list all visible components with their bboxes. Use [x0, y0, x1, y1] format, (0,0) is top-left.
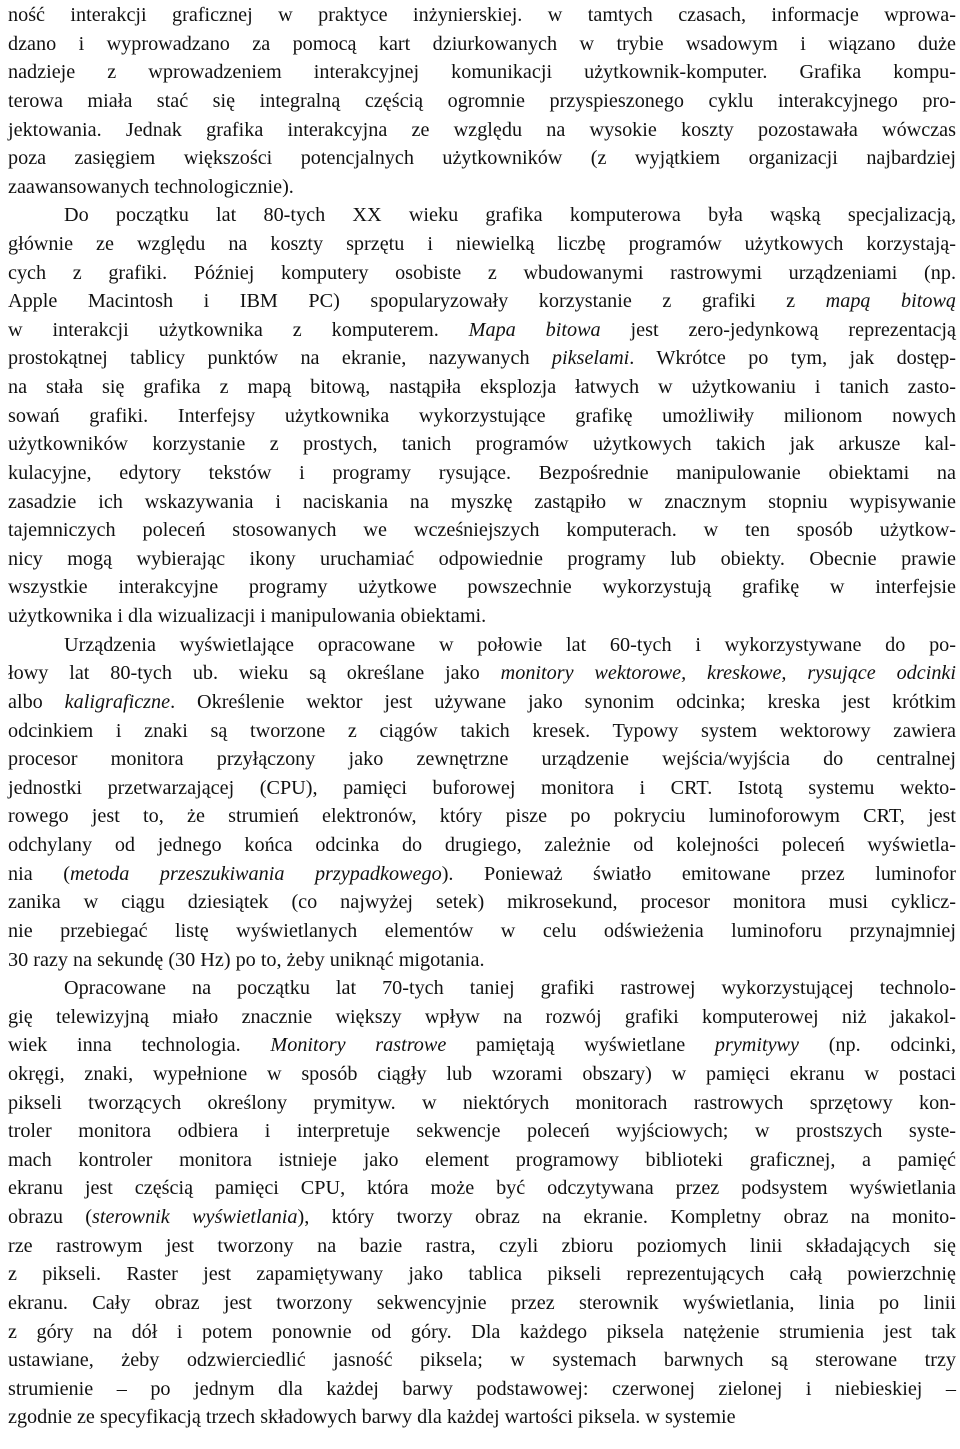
text-line [8, 143, 956, 173]
text-run: 30 razy na sekundę (30 Hz) po to, żeby uniknąć migotania. [8, 948, 485, 971]
text-line [8, 859, 956, 889]
text-run: odchylany od jednego końca odcinka do drugiego, zależnie od kolejności poleceń wyświetla- [8, 834, 956, 856]
text-line [8, 658, 956, 688]
text-line [8, 887, 956, 917]
text-line [8, 343, 956, 373]
text-line [8, 401, 956, 431]
text-line [8, 916, 956, 946]
text-run: głównie ze względu na koszty sprzętu i niewielką liczbę programów użytkowych korzystają- [8, 233, 956, 255]
text-line [8, 315, 956, 345]
text-run: z pikseli. Raster jest zapamiętywany jako tablica pikseli reprezentujących całą powierzchnię [8, 1263, 956, 1286]
text-run: zanika w ciągu dziesiątek (co najwyżej setek) mikrosekund, procesor monitora musi cyklicz- [8, 891, 956, 914]
text-line [8, 458, 956, 488]
text-line [8, 1059, 956, 1089]
text-line [8, 57, 956, 87]
text-run: albo [8, 690, 65, 713]
italic-term: Mapa bitowa [468, 318, 601, 341]
text-line [64, 630, 956, 660]
text-line [8, 1030, 956, 1060]
text-run: zgodnie ze specyfikacją trzech składowych barwy dla każdej wartości piksela. w systemie [8, 1406, 736, 1429]
text-run: mach kontroler monitora istnieje jako element programowy biblioteki graficznej, a pamięć [8, 1148, 956, 1171]
text-run: Do początku lat 80-tych XX wieku grafika komputerowa była wąską specjalizacją, [64, 204, 956, 227]
text-line [8, 1317, 956, 1347]
text-run: gię telewizyjną miało znacznie większy wpływ na rozwój grafiki komputerowej niż jakakol- [8, 1005, 956, 1028]
text-line [8, 801, 956, 831]
text-run: użytkowników korzystanie z prostych, tanich programów użytkowych takich jak arkusze kal- [8, 433, 956, 456]
text-line [64, 200, 956, 230]
text-line [8, 1116, 956, 1146]
text-run: rze rastrowym jest tworzony na bazie rastra, czyli zbioru poziomych linii składających się [8, 1234, 956, 1257]
text-line [8, 515, 956, 545]
text-run: z góry na dół i potem ponownie od góry. Dla każdego piksela natężenie strumienia jest tak [8, 1320, 956, 1343]
text-run: odcinkiem i znaki są tworzone z ciągów takich kresek. Typowy system wektorowy zawiera [8, 719, 956, 742]
text-line [8, 830, 956, 860]
italic-term: monitory wektorowe, kreskowe, rysujące odcinki [500, 662, 956, 685]
text-run: ność interakcji graficznej w praktyce inżynierskiej. w tamtych czasach, informacje wprowa- [8, 4, 956, 26]
text-run: na stała się grafika z mapą bitową, nastąpiła eksplozja łatwych w użytkowaniu i tanich zasto- [8, 376, 956, 399]
text-line [8, 773, 956, 803]
text-run: jest zero-jedynkową reprezentacją [600, 318, 956, 341]
text-line [8, 601, 956, 631]
text-line [8, 286, 956, 316]
text-line [8, 1002, 956, 1032]
text-line [8, 945, 956, 975]
text-run: ekranu jest częścią pamięci CPU, która może być odczytywana przez podsystem wyświetlania [8, 1177, 956, 1200]
text-run: zasadzie ich wskazywania i naciskania na myszkę zastąpiło w znacznym stopniu wypisywanie [8, 490, 956, 513]
text-run: rowego jest to, że strumień elektronów, który pisze po pokryciu luminoforowym CRT, jest [8, 805, 956, 828]
text-line [8, 716, 956, 746]
text-run: terowa miała stać się integralną częścią ogromnie przyspieszonego cyklu interakcyjnego pro- [8, 89, 956, 112]
text-run: wiek inna technologia. [8, 1034, 271, 1057]
text-run: obrazu ( [8, 1206, 92, 1228]
text-line [8, 172, 956, 202]
text-run: w interakcji użytkownika z komputerem. [8, 318, 469, 341]
text-line [8, 229, 956, 259]
text-line [64, 973, 956, 1003]
text-run: dzano i wyprowadzano za pomocą kart dziurkowanych w trybie wsadowym i wiązano duże [8, 32, 956, 55]
text-line [8, 1173, 956, 1203]
italic-term: sterownik wyświetlania [92, 1206, 298, 1228]
text-run: łowy lat 80-tych ub. wieku są określane jako [8, 662, 501, 685]
text-line [8, 1231, 956, 1261]
text-run: . Określenie wektor jest używane jako synonim odcinka; kreska jest krótkim [170, 690, 956, 713]
text-run: nadzieje z wprowadzeniem interakcyjnej komunikacji użytkownik-komputer. Grafika kompu- [8, 61, 956, 84]
text-run: pamiętają wyświetlane [446, 1034, 715, 1057]
text-run: okręgi, znaki, wypełnione w sposób ciągły lub wzorami obszary) w pamięci ekranu w postaci [8, 1062, 956, 1085]
text-run: ), który tworzy obraz na ekranie. Kompletny obraz na monito- [297, 1206, 956, 1228]
text-line [8, 572, 956, 602]
text-run: wszystkie interakcyjne programy użytkowe powszechnie wykorzystują grafikę w interfejsie [8, 576, 956, 599]
text-run: zaawansowanych technologicznie). [8, 175, 294, 198]
text-run: troler monitora odbiera i interpretuje sekwencje poleceń wyjściowych; w prostszych syste- [8, 1120, 956, 1143]
text-run: procesor monitora przyłączony jako zewnętrzne urządzenie wejścia/wyjścia do centralnej [8, 748, 956, 771]
text-line [8, 115, 956, 145]
text-run: nicy mogą wybierając ikony uruchamiać odpowiednie programy lub obiekty. Obecnie prawie [8, 547, 956, 570]
text-run: Opracowane na początku lat 70-tych taniej grafiki rastrowej wykorzystującej technolo- [64, 977, 956, 1000]
text-line [8, 744, 956, 774]
text-run: tajemniczych poleceń stosowanych we wcześniejszych komputerach. w ten sposób użytkow- [8, 519, 956, 542]
text-line [8, 687, 956, 717]
italic-term: prymitywy [714, 1034, 799, 1057]
text-line [8, 544, 956, 574]
text-line [8, 1374, 956, 1404]
text-line [8, 429, 956, 459]
italic-term: metoda przeszukiwania przypadkowego [69, 862, 442, 885]
text-line [8, 372, 956, 402]
italic-term: mapą bitową [825, 290, 957, 313]
text-run: (np. odcinki, [798, 1034, 956, 1057]
text-run: pikseli tworzących określony prymityw. w niektórych monitorach rastrowych sprzętowy kon- [8, 1091, 956, 1114]
text-run: ekranu. Cały obraz jest tworzony sekwencyjnie przez sterownik wyświetlania, linia po linii [8, 1291, 956, 1314]
text-line [8, 1288, 956, 1318]
text-run: Apple Macintosh i IBM PC) spopularyzowały korzystanie z grafiki z [8, 290, 826, 313]
text-run: jektowania. Jednak grafika interakcyjna ze względu na wysokie koszty pozostawała wówczas [8, 118, 956, 141]
text-run: nia ( [8, 862, 70, 885]
text-line [8, 86, 956, 116]
text-line [8, 258, 956, 288]
text-run: sowań grafiki. Interfejsy użytkownika wykorzystujące grafikę umożliwiły milionom nowych [8, 404, 956, 427]
text-run: . Wkrótce po tym, jak dostęp- [629, 347, 956, 370]
text-line [8, 1259, 956, 1289]
text-line [8, 0, 956, 30]
text-run: cych z grafiki. Później komputery osobiste z wbudowanymi rastrowymi urządzeniami (np. [8, 261, 956, 284]
text-run: poza zasięgiem większości potencjalnych użytkowników (z wyjątkiem organizacji najbardziej [8, 147, 956, 170]
text-line [8, 29, 956, 59]
text-run: ustawiane, żeby odzwierciedlić jasność piksela; w systemach barwnych są sterowane trzy [8, 1349, 956, 1372]
text-run: Urządzenia wyświetlające opracowane w połowie lat 60-tych i wykorzystywane do po- [64, 633, 956, 656]
text-run: nie przebiegać listę wyświetlanych elementów w celu odświeżenia luminoforu przynajmniej [8, 919, 956, 942]
text-run: kulacyjne, edytory tekstów i programy rysujące. Bezpośrednie manipulowanie obiektami na [8, 461, 956, 484]
text-line [8, 1345, 956, 1375]
text-line [8, 1402, 956, 1432]
text-line [8, 487, 956, 517]
text-run: prostokątnej tablicy punktów na ekranie, nazywanych [8, 347, 552, 370]
italic-term: kaligraficzne [64, 690, 171, 713]
italic-term: pikselami [551, 347, 630, 370]
text-line [8, 1088, 956, 1118]
text-line [8, 1202, 956, 1232]
text-run: jednostki przetwarzającej (CPU), pamięci buforowej monitora i CRT. Istotą systemu wekto- [8, 776, 956, 799]
text-run: ). Ponieważ światło emitowane przez luminofor [441, 862, 957, 885]
text-run: użytkownika i dla wizualizacji i manipulowania obiektami. [8, 605, 487, 627]
text-run: strumienie – po jednym dla każdej barwy podstawowej: czerwonej zielonej i niebieskiej – [8, 1377, 956, 1400]
text-line [8, 1145, 956, 1175]
italic-term: Monitory rastrowe [270, 1034, 447, 1057]
